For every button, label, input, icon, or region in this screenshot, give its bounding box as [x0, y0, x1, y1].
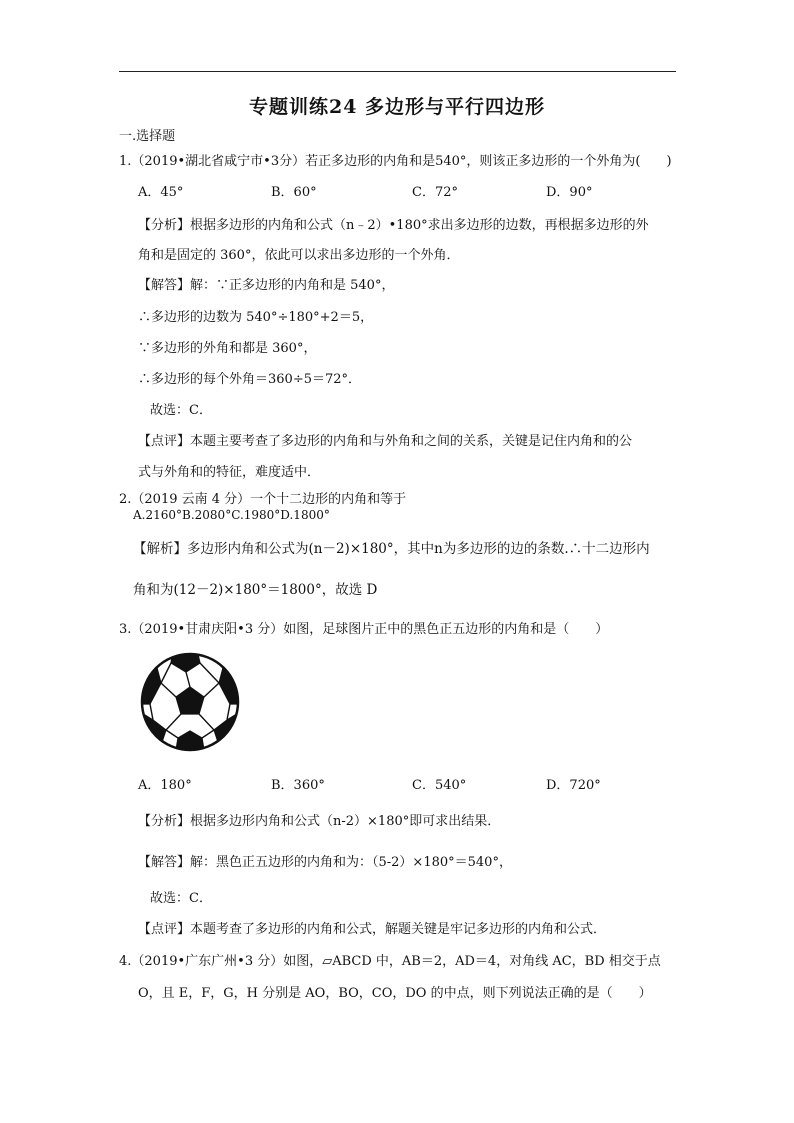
q1-option-c: C．72° [412, 185, 458, 200]
q3-option-b: B．360° [271, 778, 325, 793]
section-heading: 一.选择题 [119, 129, 176, 144]
q1-comment-line1: 【点评】本题主要考查了多边形的内角和与外角和之间的关系，关键是记住内角和的公 [138, 434, 633, 449]
q1-answer-line1: 【解答】解：∵正多边形的内角和是 540°， [138, 278, 395, 293]
q3-option-a: A．180° [138, 778, 192, 793]
q1-answer-line2: ∴多边形的边数为 540°÷180°+2＝5， [138, 310, 374, 325]
q3-analysis: 【分析】根据多边形内角和公式（n-2）×180°即可求出结果． [138, 814, 501, 829]
q2-solution-line2: 角和为(12－2)×180°＝1800°，故选 D [133, 582, 378, 598]
q4-stem-line2: O，且 E，F，G，H 分别是 AO，BO，CO，DO 的中点，则下列说法正确的是（ ） [138, 986, 652, 1001]
q1-option-a: A．45° [138, 185, 184, 200]
q2-options: A.2160°B.2080°C.1980°D.1800° [133, 508, 330, 522]
soccer-ball-figure [140, 652, 240, 752]
page-title: 专题训练24 多边形与平行四边形 [248, 96, 546, 118]
q4-stem-line1: 4.（2019•广东广州•3 分）如图，▱ABCD 中，AB＝2，AD＝4，对角线 AC，BD 相交于点 [119, 954, 661, 969]
q3-comment: 【点评】本题考查了多边形的内角和公式，解题关键是牢记多边形的内角和公式． [138, 922, 607, 937]
q1-analysis-line1: 【分析】根据多边形的内角和公式（n﹣2）•180°求出多边形的边数，再根据多边形的外 [138, 218, 649, 233]
q1-option-b: B．60° [271, 185, 317, 200]
q1-stem: 1.（2019•湖北省咸宁市•3分）若正多边形的内角和是540°，则该正多边形的一个外角为( ) [119, 154, 672, 169]
q1-comment-line2: 式与外角和的特征，难度适中． [138, 465, 321, 480]
header-rule [119, 71, 676, 72]
q3-answer: 【解答】解：黑色正五边形的内角和为：（5-2）×180°＝540°， [138, 855, 512, 870]
q3-option-d: D．720° [546, 778, 601, 793]
q1-choice: 故选：C． [150, 403, 212, 418]
q1-option-d: D．90° [546, 185, 593, 200]
q3-stem: 3.（2019•甘肃庆阳•3 分）如图，足球图片正中的黑色正五边形的内角和是（ ） [119, 622, 609, 637]
q1-answer-line3: ∵多边形的外角和都是 360°， [138, 341, 317, 356]
q2-stem: 2.（2019 云南 4 分）一个十二边形的内角和等于 [119, 492, 407, 507]
q1-analysis-line2: 角和是固定的 360°，依此可以求出多边形的一个外角． [138, 248, 460, 263]
q1-answer-line4: ∴多边形的每个外角＝360÷5＝72°． [138, 372, 362, 387]
q2-solution-line1: 【解析】多边形内角和公式为(n－2)×180°，其中n为多边形的边的条数.∴十二边形内 [133, 541, 650, 557]
q3-option-c: C．540° [412, 778, 467, 793]
q3-choice: 故选：C． [150, 891, 212, 906]
